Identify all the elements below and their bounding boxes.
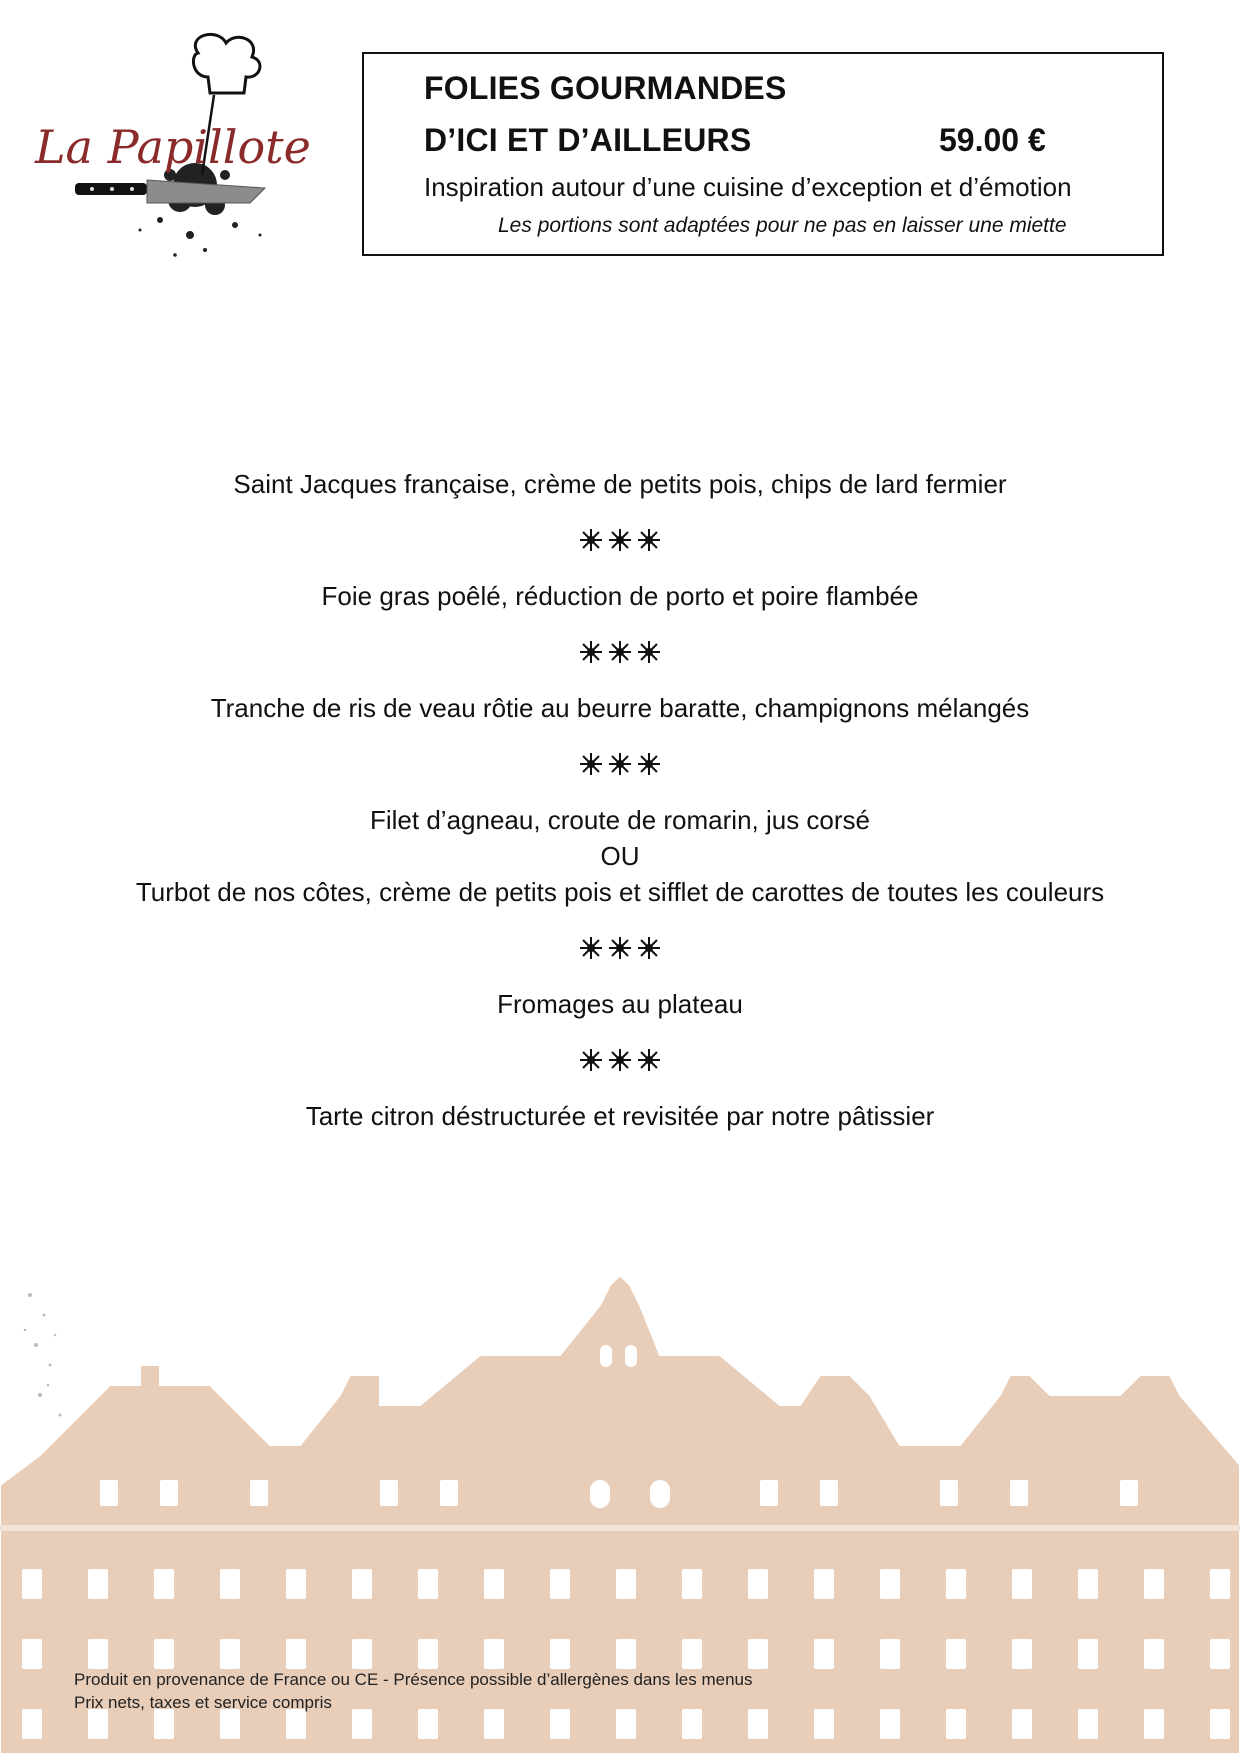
course-separator <box>0 502 1240 578</box>
menu-description: Inspiration autour d’une cuisine d’exception et d’émotion <box>424 172 1072 202</box>
course-separator <box>0 726 1240 802</box>
snowflake-icon <box>578 639 604 665</box>
footer-notes <box>74 1668 753 1714</box>
course-cheese: Fromages au plateau <box>497 989 743 1019</box>
menu-header-box <box>362 52 1164 256</box>
snowflake-icon <box>636 1047 662 1073</box>
snowflake-icon <box>607 935 633 961</box>
price-note: Prix nets, taxes et service compris <box>74 1693 332 1712</box>
course-ris-de-veau: Tranche de ris de veau rôtie au beurre baratte, champignons mélangés <box>210 693 1030 723</box>
course-separator <box>0 614 1240 690</box>
portion-note: Les portions sont adaptées pour ne pas en laisser une miette <box>498 214 1067 237</box>
snowflake-icon <box>578 527 604 553</box>
snowflake-icon <box>636 527 662 553</box>
menu-courses <box>0 466 1240 1134</box>
snowflake-icon <box>578 751 604 777</box>
snowflake-icon <box>636 751 662 777</box>
snowflake-icon <box>607 527 633 553</box>
snowflake-icon <box>607 751 633 777</box>
restaurant-logo <box>20 25 320 285</box>
snowflake-icon <box>636 935 662 961</box>
course-separator <box>0 910 1240 986</box>
menu-price: 59.00 € <box>939 122 1046 158</box>
snowflake-icon <box>578 935 604 961</box>
snowflake-icon <box>578 1047 604 1073</box>
snowflake-icon <box>607 639 633 665</box>
logo-text: La Papillote <box>35 120 311 174</box>
snowflake-icon <box>636 639 662 665</box>
chef-hat-knife-logo-icon <box>20 25 320 285</box>
origin-allergen-note: Produit en provenance de France ou CE - Présence possible d’allergènes dans les menus <box>74 1670 753 1689</box>
snowflake-icon <box>607 1047 633 1073</box>
course-separator <box>0 1022 1240 1098</box>
menu-title: FOLIES GOURMANDES <box>424 70 787 106</box>
course-dessert: Tarte citron déstructurée et revisitée par notre pâtissier <box>305 1101 935 1131</box>
course-starter: Saint Jacques française, crème de petits pois, chips de lard fermier <box>233 469 1007 499</box>
menu-subtitle-title: D’ICI ET D’AILLEURS <box>424 122 752 158</box>
course-main-option-2: Turbot de nos côtes, crème de petits pois et sifflet de carottes de toutes les couleurs <box>135 877 1105 907</box>
course-or: OU <box>600 841 640 871</box>
course-main-option-1: Filet d’agneau, croute de romarin, jus corsé <box>369 805 871 835</box>
course-foie-gras: Foie gras poêlé, réduction de porto et poire flambée <box>321 581 919 611</box>
